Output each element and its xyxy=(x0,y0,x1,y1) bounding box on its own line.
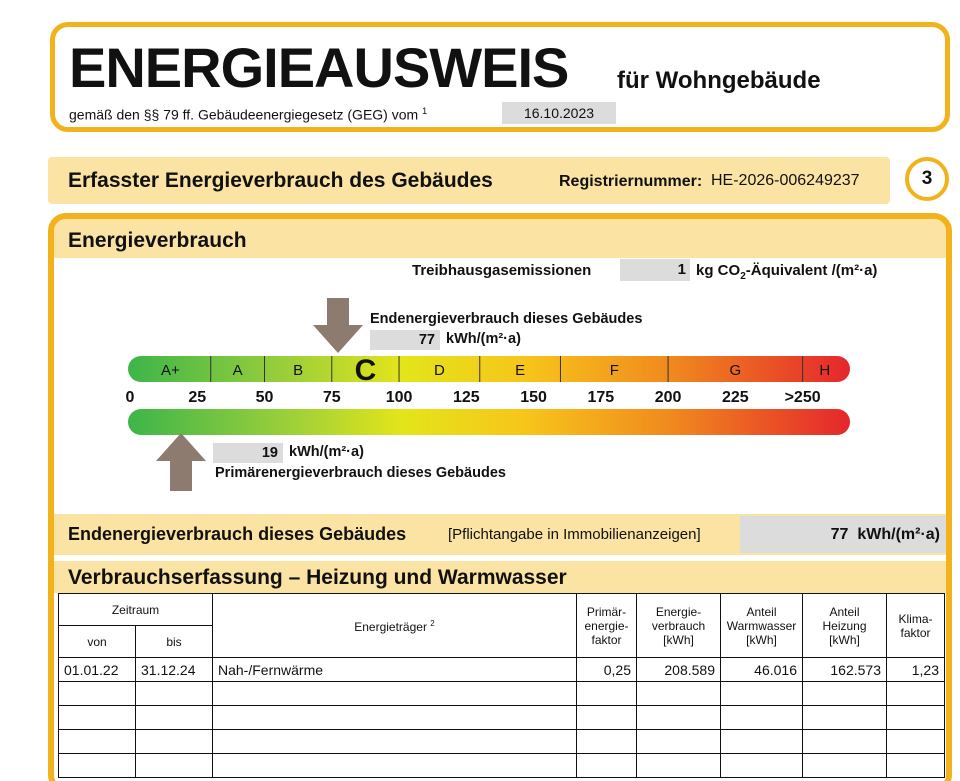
cell-bis xyxy=(136,730,213,754)
scale-tick-label: 0 xyxy=(125,389,135,406)
header-primaerenergiefaktor: Primär- energie- faktor xyxy=(577,594,637,658)
scale-tick-label: 225 xyxy=(721,389,749,406)
summary-unit: kWh/(m²·a) xyxy=(857,526,940,543)
scale-tick-label: 175 xyxy=(587,389,615,406)
cell-traeger xyxy=(213,730,577,754)
footnote-mark: 1 xyxy=(422,106,428,116)
header-energieverbrauch: Energie- verbrauch [kWh] xyxy=(637,594,721,658)
cell-traeger: Nah-/Fernwärme xyxy=(213,658,577,682)
cell-verbrauch xyxy=(637,754,721,778)
class-label-h: H xyxy=(819,362,831,379)
header-energietraeger-footnote: 2 xyxy=(430,619,435,628)
registration-number: HE-2026-006249237 xyxy=(711,172,860,189)
cell-heizung xyxy=(803,706,887,730)
cell-klima xyxy=(887,682,945,706)
legal-text: gemäß den §§ 79 ff. Gebäudeenergiegesetz (GEG) vom xyxy=(69,106,419,123)
cell-traeger xyxy=(213,682,577,706)
primary-energy-label: Primärenergieverbrauch dieses Gebäudes xyxy=(215,465,506,481)
cell-primaer xyxy=(577,754,637,778)
cell-heizung xyxy=(803,682,887,706)
cell-warmwasser xyxy=(721,730,803,754)
cell-traeger xyxy=(213,754,577,778)
ghg-unit: kg $CO_2$-Äquivalent /(m²·a) xyxy=(696,262,878,282)
header-energietraeger-text: Energieträger xyxy=(354,620,427,634)
cell-primaer: 0,25 xyxy=(577,658,637,682)
summary-note: [Pflichtangabe in Immobilienanzeigen] xyxy=(448,526,701,543)
issue-date-field: 16.10.2023 xyxy=(502,102,616,124)
header-klimafaktor: Klima- faktor xyxy=(887,594,945,658)
ghg-label: Treibhausgasemissionen xyxy=(412,262,592,279)
header-von: von xyxy=(59,626,136,658)
cell-klima xyxy=(887,754,945,778)
class-label-d: D xyxy=(433,362,445,379)
table-row xyxy=(59,754,945,778)
class-label-a: A xyxy=(232,362,243,379)
cell-warmwasser xyxy=(721,706,803,730)
scale-tick-label: >250 xyxy=(784,389,821,406)
scale-tick-label: 100 xyxy=(385,389,413,406)
section-title: Erfasster Energieverbrauch des Gebäudes xyxy=(68,169,493,192)
cell-von: 01.01.22 xyxy=(59,658,136,682)
cell-klima: 1,23 xyxy=(887,658,945,682)
class-label-aplus: A+ xyxy=(160,362,180,379)
primary-energy-unit: kWh/(m²·a) xyxy=(289,444,364,460)
end-energy-value-field: 77 xyxy=(370,330,440,350)
end-energy-label: Endenergieverbrauch dieses Gebäudes xyxy=(370,311,643,327)
cell-heizung xyxy=(803,754,887,778)
header-warmwasser: Anteil Warmwasser [kWh] xyxy=(721,594,803,658)
cell-von xyxy=(59,706,136,730)
cell-primaer xyxy=(577,730,637,754)
scale-tick-label: 200 xyxy=(654,389,682,406)
cell-warmwasser: 46.016 xyxy=(721,658,803,682)
cell-von xyxy=(59,682,136,706)
cell-warmwasser xyxy=(721,682,803,706)
cell-von xyxy=(59,754,136,778)
cell-klima xyxy=(887,730,945,754)
scale-tick-label: 25 xyxy=(188,389,207,406)
document-subtitle: für Wohngebäude xyxy=(617,67,821,94)
registration-label: Registriernummer: xyxy=(559,173,703,190)
cell-heizung: 162.573 xyxy=(803,658,887,682)
table-row xyxy=(59,706,945,730)
cell-traeger xyxy=(213,706,577,730)
class-label-f: F xyxy=(609,362,619,379)
cell-verbrauch xyxy=(637,730,721,754)
class-label-c: C xyxy=(354,354,377,387)
end-energy-summary xyxy=(54,514,946,555)
cell-verbrauch xyxy=(637,682,721,706)
cell-bis: 31.12.24 xyxy=(136,658,213,682)
scale-tick-label: 50 xyxy=(255,389,274,406)
class-label-g: G xyxy=(729,362,742,379)
cell-heizung xyxy=(803,730,887,754)
consumption-header xyxy=(54,561,946,593)
summary-title: Endenergieverbrauch dieses Gebäudes xyxy=(68,524,407,544)
primary-energy-arrow xyxy=(156,433,206,491)
primary-scale-band xyxy=(128,409,850,435)
cell-verbrauch: 208.589 xyxy=(637,658,721,682)
cell-bis xyxy=(136,682,213,706)
cell-warmwasser xyxy=(721,754,803,778)
energy-panel-title: Energieverbrauch xyxy=(68,229,247,252)
cell-bis xyxy=(136,706,213,730)
header-zeitraum: Zeitraum xyxy=(59,594,213,626)
consumption-table xyxy=(58,593,945,778)
header-heizung: Anteil Heizung [kWh] xyxy=(803,594,887,658)
page-number-badge: 3 xyxy=(905,157,949,201)
summary-value-field xyxy=(740,516,946,553)
cell-bis xyxy=(136,754,213,778)
ghg-value-field: 1 xyxy=(620,259,690,281)
scale-tick-label: 125 xyxy=(452,389,480,406)
primary-energy-value-field: 19 xyxy=(213,443,283,463)
consumption-title: Verbrauchserfassung – Heizung und Warmwasser xyxy=(68,566,567,589)
cell-primaer xyxy=(577,682,637,706)
class-label-e: E xyxy=(515,362,526,379)
table-row xyxy=(59,682,945,706)
document-title: ENERGIEAUSWEIS xyxy=(69,36,569,99)
table-row xyxy=(59,658,945,682)
cell-klima xyxy=(887,706,945,730)
summary-value: 77 xyxy=(830,526,849,543)
scale-tick-label: 150 xyxy=(520,389,547,406)
header-energietraeger xyxy=(213,594,577,658)
cell-primaer xyxy=(577,706,637,730)
cell-von xyxy=(59,730,136,754)
end-energy-arrow xyxy=(313,298,363,353)
scale-tick-label: 75 xyxy=(322,389,341,406)
end-energy-unit: kWh/(m²·a) xyxy=(446,331,521,347)
table-row xyxy=(59,730,945,754)
class-label-b: B xyxy=(293,362,304,379)
cell-verbrauch xyxy=(637,706,721,730)
header-bis: bis xyxy=(136,626,213,658)
